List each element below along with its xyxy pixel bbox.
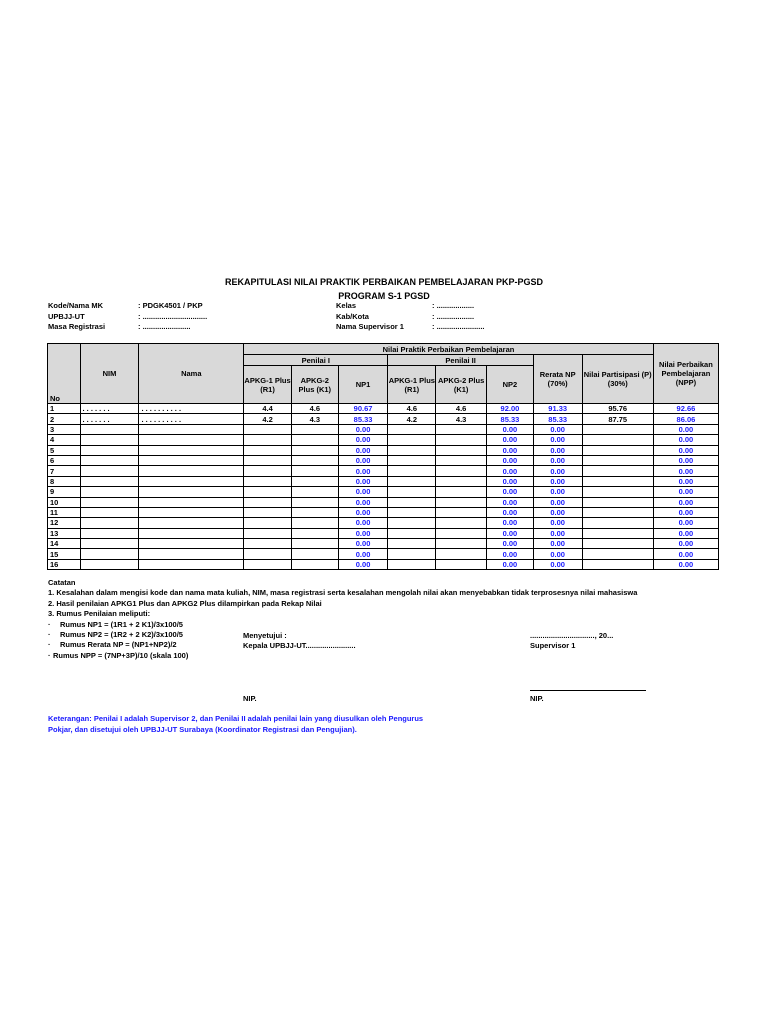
cell-partisipasi xyxy=(582,435,653,445)
cell-apkg1b xyxy=(388,518,436,528)
cell-np1: 0.00 xyxy=(338,435,388,445)
cell-partisipasi xyxy=(582,424,653,434)
formula-rerata-text: Rumus Rerata NP = (NP1+NP2)/2 xyxy=(60,640,177,650)
cell-apkg1b xyxy=(388,424,436,434)
cell-rerata: 0.00 xyxy=(533,507,582,517)
cell-npp: 0.00 xyxy=(653,507,718,517)
cell-nama xyxy=(139,435,244,445)
kepala-label: Kepala UPBJJ-UT........................ xyxy=(243,641,356,650)
cell-apkg1 xyxy=(244,455,292,465)
cell-no: 5 xyxy=(48,445,81,455)
cell-nama xyxy=(139,445,244,455)
cell-npp: 92.66 xyxy=(653,404,718,414)
table-row xyxy=(48,476,719,486)
cell-nama xyxy=(139,487,244,497)
cell-nim: . . . . . . . xyxy=(80,404,139,414)
cell-np1: 0.00 xyxy=(338,549,388,559)
formula-npp xyxy=(48,651,637,661)
cell-rerata: 0.00 xyxy=(533,445,582,455)
cell-np2: 0.00 xyxy=(487,549,534,559)
cell-apkg2b xyxy=(436,539,487,549)
cell-no: 3 xyxy=(48,424,81,434)
cell-rerata: 0.00 xyxy=(533,518,582,528)
cell-rerata: 0.00 xyxy=(533,435,582,445)
cell-partisipasi xyxy=(582,539,653,549)
cell-apkg1 xyxy=(244,445,292,455)
cell-np1: 85.33 xyxy=(338,414,388,424)
header-apkg1: APKG-1 Plus (R1) xyxy=(244,366,292,404)
cell-apkg2b xyxy=(436,476,487,486)
header-group: Nilai Praktik Perbaikan Pembelajaran xyxy=(244,344,654,355)
cell-rerata: 0.00 xyxy=(533,455,582,465)
cell-nama xyxy=(139,549,244,559)
cell-apkg1 xyxy=(244,476,292,486)
cell-partisipasi xyxy=(582,455,653,465)
bullet: · xyxy=(48,619,51,629)
menyetujui-label: Menyetujui : xyxy=(243,631,287,640)
cell-apkg2b xyxy=(436,455,487,465)
cell-np1: 0.00 xyxy=(338,518,388,528)
cell-no: 1 xyxy=(48,404,81,414)
cell-rerata: 0.00 xyxy=(533,559,582,569)
bullet: · xyxy=(48,640,51,650)
cell-nim xyxy=(80,559,139,569)
signature-line xyxy=(530,690,646,691)
table-row xyxy=(48,539,719,549)
cell-np1: 0.00 xyxy=(338,507,388,517)
cell-np1: 0.00 xyxy=(338,476,388,486)
cell-apkg2: 4.3 xyxy=(291,414,338,424)
cell-no: 7 xyxy=(48,466,81,476)
cell-apkg1b xyxy=(388,539,436,549)
supervisor-label: Nama Supervisor 1 xyxy=(336,322,404,331)
cell-no: 12 xyxy=(48,518,81,528)
cell-apkg1b: 4.6 xyxy=(388,404,436,414)
cell-np1: 0.00 xyxy=(338,539,388,549)
cell-npp: 0.00 xyxy=(653,455,718,465)
cell-nim: . . . . . . . xyxy=(80,414,139,424)
cell-nim xyxy=(80,507,139,517)
cell-rerata: 0.00 xyxy=(533,466,582,476)
cell-apkg2b xyxy=(436,466,487,476)
cell-apkg2 xyxy=(291,466,338,476)
cell-np2: 0.00 xyxy=(487,424,534,434)
header-partisipasi: Nilai Partisipasi (P) (30%) xyxy=(582,355,653,404)
upbjj-label: UPBJJ-UT xyxy=(48,312,85,321)
note-1: 1. Kesalahan dalam mengisi kode dan nama mata kuliah, NIM, masa registrasi serta kesalahan mengolah nilai akan menyebabkan tidak terprosesnya nilai mahasiswa xyxy=(48,588,638,598)
cell-nama xyxy=(139,455,244,465)
cell-np1: 0.00 xyxy=(338,424,388,434)
report-title: REKAPITULASI NILAI PRAKTIK PERBAIKAN PEMBELAJARAN PKP-PGSD xyxy=(224,277,544,287)
cell-np1: 0.00 xyxy=(338,528,388,538)
table-row xyxy=(48,404,719,414)
cell-apkg2b xyxy=(436,424,487,434)
nip-right: NIP. xyxy=(530,694,544,703)
header-np2: NP2 xyxy=(487,366,534,404)
kelas-value: : .................. xyxy=(432,301,475,310)
cell-apkg1 xyxy=(244,539,292,549)
header-apkg1b: APKG-1 Plus (R1) xyxy=(388,366,436,404)
cell-nim xyxy=(80,435,139,445)
cell-npp: 86.06 xyxy=(653,414,718,424)
cell-npp: 0.00 xyxy=(653,549,718,559)
cell-np1: 0.00 xyxy=(338,466,388,476)
cell-nama xyxy=(139,424,244,434)
cell-apkg1b xyxy=(388,559,436,569)
cell-rerata: 0.00 xyxy=(533,487,582,497)
cell-apkg1b xyxy=(388,435,436,445)
header-nim: NIM xyxy=(80,344,139,404)
cell-partisipasi xyxy=(582,518,653,528)
upbjj-value: : ............................... xyxy=(138,312,208,321)
cell-apkg2 xyxy=(291,497,338,507)
cell-np2: 0.00 xyxy=(487,507,534,517)
date-line: ..............................., 20... xyxy=(530,631,614,640)
supervisor-sign-label: Supervisor 1 xyxy=(530,641,576,650)
cell-rerata: 0.00 xyxy=(533,549,582,559)
table-row xyxy=(48,528,719,538)
cell-partisipasi xyxy=(582,507,653,517)
header-apkg2b: APKG-2 Plus (K1) xyxy=(436,366,487,404)
cell-np2: 0.00 xyxy=(487,518,534,528)
cell-np2: 0.00 xyxy=(487,435,534,445)
kelas-label: Kelas xyxy=(336,301,357,310)
cell-partisipasi xyxy=(582,549,653,559)
cell-np2: 85.33 xyxy=(487,414,534,424)
cell-partisipasi: 87.75 xyxy=(582,414,653,424)
cell-rerata: 0.00 xyxy=(533,539,582,549)
cell-np1: 0.00 xyxy=(338,445,388,455)
cell-nim xyxy=(80,466,139,476)
formula-np1 xyxy=(48,620,637,630)
formula-np1-text: Rumus NP1 = (1R1 + 2 K1)/3x100/5 xyxy=(60,619,183,629)
kab-label: Kab/Kota xyxy=(336,312,369,321)
cell-apkg1: 4.4 xyxy=(244,404,292,414)
cell-apkg2b xyxy=(436,559,487,569)
cell-apkg1 xyxy=(244,435,292,445)
cell-apkg1b xyxy=(388,455,436,465)
note-3: 3. Rumus Penilaian meliputi: xyxy=(48,609,151,619)
cell-apkg2 xyxy=(291,518,338,528)
cell-apkg2 xyxy=(291,435,338,445)
cell-apkg1 xyxy=(244,518,292,528)
table-row xyxy=(48,497,719,507)
cell-no: 15 xyxy=(48,549,81,559)
cell-np2: 0.00 xyxy=(487,539,534,549)
grades-table xyxy=(47,343,719,570)
header-no-text: No xyxy=(50,394,60,403)
header-penilai1: Penilai I xyxy=(244,355,388,366)
table-row xyxy=(48,455,719,465)
cell-apkg2 xyxy=(291,559,338,569)
cell-npp: 0.00 xyxy=(653,559,718,569)
cell-no: 10 xyxy=(48,497,81,507)
notes-heading: Catatan xyxy=(48,578,76,587)
cell-np1: 0.00 xyxy=(338,559,388,569)
cell-nama: . . . . . . . . . . xyxy=(139,414,244,424)
cell-nama xyxy=(139,476,244,486)
cell-apkg1b: 4.2 xyxy=(388,414,436,424)
cell-apkg1b xyxy=(388,487,436,497)
cell-nama xyxy=(139,466,244,476)
header-npp: Nilai Perbaikan Pembelajaran (NPP) xyxy=(653,344,718,404)
cell-no: 4 xyxy=(48,435,81,445)
cell-apkg2 xyxy=(291,424,338,434)
header-no xyxy=(48,344,81,404)
cell-no: 14 xyxy=(48,539,81,549)
cell-partisipasi: 95.76 xyxy=(582,404,653,414)
bullet: · xyxy=(48,650,51,660)
cell-nama xyxy=(139,497,244,507)
header-penilai2: Penilai II xyxy=(388,355,533,366)
cell-apkg1b xyxy=(388,549,436,559)
kode-label: Kode/Nama MK xyxy=(48,301,104,310)
cell-np2: 0.00 xyxy=(487,559,534,569)
cell-apkg2 xyxy=(291,539,338,549)
formula-npp-text: Rumus NPP = (7NP+3P)/10 (skala 100) xyxy=(53,650,189,660)
cell-nama xyxy=(139,559,244,569)
cell-np2: 92.00 xyxy=(487,404,534,414)
cell-rerata: 0.00 xyxy=(533,476,582,486)
cell-npp: 0.00 xyxy=(653,435,718,445)
cell-partisipasi xyxy=(582,528,653,538)
cell-apkg2b: 4.3 xyxy=(436,414,487,424)
cell-np2: 0.00 xyxy=(487,528,534,538)
cell-apkg2b: 4.6 xyxy=(436,404,487,414)
masa-value: : ....................... xyxy=(138,322,191,331)
header-rerata: Rerata NP (70%) xyxy=(533,355,582,404)
cell-apkg2 xyxy=(291,549,338,559)
cell-apkg1 xyxy=(244,507,292,517)
cell-nama xyxy=(139,528,244,538)
cell-nama: . . . . . . . . . . xyxy=(139,404,244,414)
table-row xyxy=(48,559,719,569)
nip-left: NIP. xyxy=(243,694,257,703)
cell-npp: 0.00 xyxy=(653,539,718,549)
cell-npp: 0.00 xyxy=(653,487,718,497)
cell-apkg1 xyxy=(244,528,292,538)
cell-partisipasi xyxy=(582,476,653,486)
cell-no: 16 xyxy=(48,559,81,569)
cell-apkg2 xyxy=(291,528,338,538)
header-np1: NP1 xyxy=(338,366,388,404)
cell-np2: 0.00 xyxy=(487,466,534,476)
cell-apkg1 xyxy=(244,466,292,476)
table-row xyxy=(48,445,719,455)
cell-no: 6 xyxy=(48,455,81,465)
cell-no: 2 xyxy=(48,414,81,424)
table-row xyxy=(48,435,719,445)
bullet: · xyxy=(48,630,51,640)
table-row xyxy=(48,487,719,497)
header-apkg2: APKG-2 Plus (K1) xyxy=(291,366,338,404)
cell-npp: 0.00 xyxy=(653,445,718,455)
cell-apkg2b xyxy=(436,487,487,497)
cell-np2: 0.00 xyxy=(487,476,534,486)
cell-apkg2 xyxy=(291,507,338,517)
cell-npp: 0.00 xyxy=(653,466,718,476)
cell-npp: 0.00 xyxy=(653,424,718,434)
cell-apkg1: 4.2 xyxy=(244,414,292,424)
cell-nama xyxy=(139,507,244,517)
cell-np2: 0.00 xyxy=(487,445,534,455)
cell-apkg1b xyxy=(388,466,436,476)
cell-partisipasi xyxy=(582,497,653,507)
cell-apkg2 xyxy=(291,476,338,486)
cell-apkg1b xyxy=(388,445,436,455)
formula-np2-text: Rumus NP2 = (1R2 + 2 K2)/3x100/5 xyxy=(60,630,183,640)
cell-no: 11 xyxy=(48,507,81,517)
cell-np1: 90.67 xyxy=(338,404,388,414)
cell-apkg2b xyxy=(436,445,487,455)
cell-apkg1b xyxy=(388,476,436,486)
cell-nama xyxy=(139,518,244,528)
cell-apkg2b xyxy=(436,507,487,517)
cell-apkg1b xyxy=(388,528,436,538)
cell-partisipasi xyxy=(582,466,653,476)
cell-np2: 0.00 xyxy=(487,497,534,507)
cell-apkg1b xyxy=(388,507,436,517)
cell-apkg2b xyxy=(436,518,487,528)
cell-apkg1 xyxy=(244,559,292,569)
cell-nim xyxy=(80,487,139,497)
report-subtitle: PROGRAM S-1 PGSD xyxy=(338,291,430,301)
cell-rerata: 0.00 xyxy=(533,497,582,507)
cell-apkg2 xyxy=(291,487,338,497)
cell-apkg1 xyxy=(244,424,292,434)
kode-value: : PDGK4501 / PKP xyxy=(138,301,203,310)
cell-nim xyxy=(80,518,139,528)
cell-no: 9 xyxy=(48,487,81,497)
cell-apkg2b xyxy=(436,549,487,559)
masa-label: Masa Registrasi xyxy=(48,322,106,331)
cell-nim xyxy=(80,539,139,549)
cell-rerata: 0.00 xyxy=(533,424,582,434)
table-row xyxy=(48,414,719,424)
cell-nim xyxy=(80,497,139,507)
cell-rerata: 85.33 xyxy=(533,414,582,424)
header-nama: Nama xyxy=(139,344,244,404)
note-2: 2. Hasil penilaian APKG1 Plus dan APKG2 Plus dilampirkan pada Rekap Nilai xyxy=(48,598,322,608)
cell-np2: 0.00 xyxy=(487,487,534,497)
cell-rerata: 91.33 xyxy=(533,404,582,414)
cell-nim xyxy=(80,424,139,434)
cell-apkg2b xyxy=(436,497,487,507)
cell-apkg2b xyxy=(436,528,487,538)
table-row xyxy=(48,466,719,476)
cell-npp: 0.00 xyxy=(653,497,718,507)
cell-apkg1 xyxy=(244,497,292,507)
cell-npp: 0.00 xyxy=(653,528,718,538)
table-row xyxy=(48,507,719,517)
cell-apkg1 xyxy=(244,487,292,497)
cell-no: 8 xyxy=(48,476,81,486)
kab-value: : .................. xyxy=(432,312,475,321)
table-row xyxy=(48,518,719,528)
cell-npp: 0.00 xyxy=(653,476,718,486)
cell-np1: 0.00 xyxy=(338,455,388,465)
cell-apkg2 xyxy=(291,455,338,465)
table-row xyxy=(48,424,719,434)
cell-nim xyxy=(80,455,139,465)
cell-npp: 0.00 xyxy=(653,518,718,528)
cell-partisipasi xyxy=(582,559,653,569)
keterangan-note: Keterangan: Penilai I adalah Supervisor 2, dan Penilai II adalah penilai lain yang diusulkan oleh Pengurus Pokjar, dan disetujui oleh UPBJJ-UT Surabaya (Koordinator Registrasi dan Pengujian). xyxy=(48,714,424,734)
cell-apkg2 xyxy=(291,445,338,455)
cell-nim xyxy=(80,549,139,559)
cell-apkg2b xyxy=(436,435,487,445)
cell-partisipasi xyxy=(582,487,653,497)
cell-np1: 0.00 xyxy=(338,497,388,507)
cell-nim xyxy=(80,445,139,455)
cell-np1: 0.00 xyxy=(338,487,388,497)
cell-partisipasi xyxy=(582,445,653,455)
cell-apkg2: 4.6 xyxy=(291,404,338,414)
cell-nama xyxy=(139,539,244,549)
cell-no: 13 xyxy=(48,528,81,538)
cell-apkg1 xyxy=(244,549,292,559)
supervisor-value: : ....................... xyxy=(432,322,485,331)
table-row xyxy=(48,549,719,559)
cell-rerata: 0.00 xyxy=(533,528,582,538)
cell-nim xyxy=(80,528,139,538)
cell-np2: 0.00 xyxy=(487,455,534,465)
cell-nim xyxy=(80,476,139,486)
cell-apkg1b xyxy=(388,497,436,507)
